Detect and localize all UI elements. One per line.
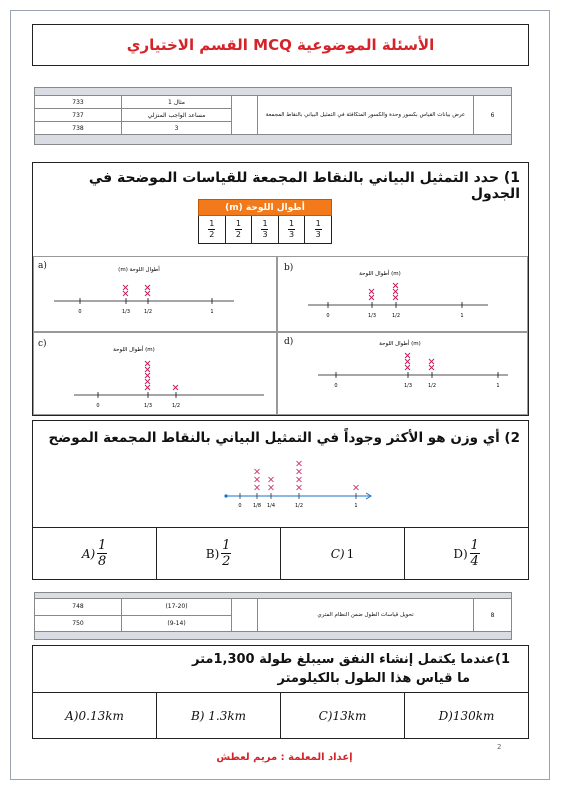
answer-c[interactable]: C) 1 (280, 528, 404, 579)
tick-label: 1 (210, 309, 214, 315)
plot-title: أطوال اللوحة (m) (113, 347, 155, 353)
tick-label: 1/3 (143, 403, 153, 409)
header-box (32, 24, 529, 66)
ref-page: 750 (35, 615, 122, 632)
tick-label: 1/2 (427, 383, 437, 389)
table-cell: $\frac{1}{3}$ (304, 216, 331, 243)
ref-label: مساعد الواجب المنزلي (122, 109, 232, 122)
question-3-title-line2: ما قياس هذا الطول بالكيلومتر (277, 671, 470, 686)
plot-title: أطوال اللوحة (m) (379, 341, 421, 347)
lesson-reference-table-2 (34, 592, 512, 640)
ref-label: (9-14) (122, 615, 232, 632)
question-3-title-line1: 1)عندما يكتمل إنشاء النفق سيبلغ طولة 1,300متر (192, 652, 510, 667)
tick-label: 1/2 (294, 503, 304, 509)
table-cell: $\frac{1}{3}$ (251, 216, 278, 243)
answer-b[interactable]: B) 1.3km (156, 693, 280, 738)
answer-b[interactable]: B) $\frac{1}{2}$ (156, 528, 280, 579)
answer-c[interactable]: C)13km (280, 693, 404, 738)
lesson-reference-table-1 (34, 87, 512, 145)
option-c-dot-plot (34, 333, 278, 416)
table-cell: $\frac{1}{2}$ (225, 216, 252, 243)
tick-label: 1/3 (367, 313, 377, 319)
ref-page: 733 (35, 96, 122, 109)
option-b-dot-plot (278, 257, 529, 333)
ref-label: 3 (122, 122, 232, 135)
question-2-answers (33, 527, 528, 579)
answer-d[interactable]: D)130km (404, 693, 528, 738)
question-3-answers (33, 692, 528, 738)
option-b-panel[interactable] (277, 256, 528, 332)
question-2-title: 2) أي وزن هو الأكثر وجوداً في التمثيل البياني بالنقاط المجمعة الموضح (48, 430, 520, 446)
page-number: 2 (497, 743, 502, 751)
ref-page: 738 (35, 122, 122, 135)
tick-label: 1 (496, 383, 500, 389)
plot-title: أطوال اللوحة (m) (118, 267, 160, 273)
option-letter: b) (284, 263, 294, 273)
option-a-dot-plot (34, 257, 278, 333)
page-title: الأسئلة الموضوعية MCQ القسم الاختياري (126, 36, 435, 54)
plot-title: أطوال اللوحة (m) (359, 271, 401, 277)
lesson-title: عرض بيانات القياس بكسور وحدة والكسور المتكافئة في التمثيل البياني بالنقاط المجمعة (258, 96, 474, 135)
tick-label: 1/2 (143, 309, 153, 315)
answer-a[interactable]: A) $\frac{1}{8}$ (81, 538, 107, 569)
tick-label: 1/2 (391, 313, 401, 319)
option-letter: a) (38, 261, 47, 271)
tick-label: 1/8 (252, 503, 262, 509)
tick-label: 1/2 (171, 403, 181, 409)
tick-label: 0 (238, 503, 242, 509)
tick-label: 1/4 (266, 503, 276, 509)
table-cell: $\frac{1}{3}$ (278, 216, 305, 243)
question-1-options (33, 256, 528, 415)
lesson-number: 8 (474, 599, 512, 632)
tick-label: 1/3 (121, 309, 131, 315)
option-d-dot-plot (278, 333, 529, 416)
ref-page: 737 (35, 109, 122, 122)
answer-d[interactable]: D) $\frac{1}{4}$ (404, 528, 528, 579)
option-d-panel[interactable] (277, 332, 528, 415)
dot-marks (255, 461, 359, 490)
ref-label: (17-20) (122, 599, 232, 616)
table-cell: $\frac{1}{2}$ (209, 219, 215, 239)
lesson-number: 6 (474, 96, 512, 135)
tick-label: 1 (354, 503, 358, 509)
tick-label: 0 (326, 313, 330, 319)
tick-label: 0 (78, 309, 82, 315)
lesson-title: تحويل قياسات الطول ضمن النظام المتري (258, 599, 474, 632)
dot-marks (145, 361, 178, 390)
question-1-title: 1) حدد التمثيل البياني بالنقاط المجمعة للقياسات الموضحة في الجدول (88, 170, 520, 202)
option-letter: c) (38, 339, 47, 349)
tick-label: 1 (460, 313, 464, 319)
lengths-table (198, 199, 332, 244)
dot-marks (405, 353, 434, 370)
dot-marks (369, 283, 398, 300)
teacher-credit: إعداد المعلمة : مريم لعطش (216, 752, 353, 763)
dot-marks (123, 285, 150, 296)
ref-label: مثال 1 (122, 96, 232, 109)
question-2-dot-plot (220, 452, 380, 520)
option-c-panel[interactable] (33, 332, 277, 415)
tick-label: 0 (96, 403, 100, 409)
ref-page: 748 (35, 599, 122, 616)
tick-label: 0 (334, 383, 338, 389)
option-a-panel[interactable] (33, 256, 277, 332)
answer-a[interactable]: A)0.13km (65, 708, 124, 723)
option-letter: d) (284, 337, 294, 347)
table-shade-row (35, 88, 512, 96)
lengths-table-header: أطوال اللوحة (m) (198, 199, 332, 216)
tick-label: 1/3 (403, 383, 413, 389)
